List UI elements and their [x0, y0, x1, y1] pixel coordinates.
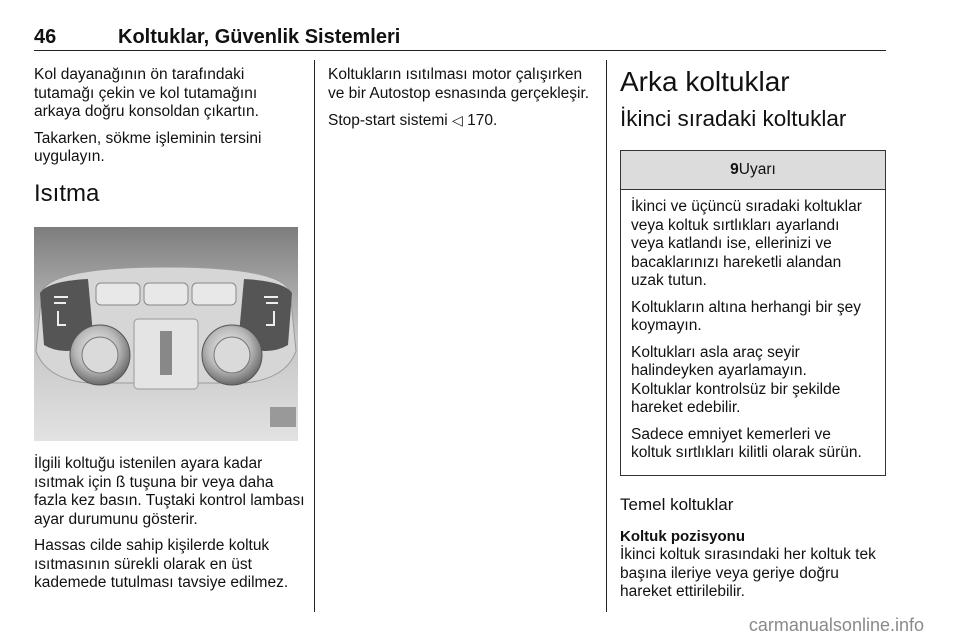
- warning-symbol: 9: [730, 161, 739, 178]
- warning-text: Koltuklar kontrolsüz bir şekilde hareket edebilir.: [631, 380, 841, 416]
- subsection-heading: Temel koltuklar: [620, 494, 734, 514]
- paragraph: İkinci koltuk sırasındaki her koltuk tek başına ileriye veya geriye doğru hareket ettirilebilir.: [620, 546, 876, 600]
- section-heading: Isıtma: [34, 179, 100, 207]
- paragraph: Kol dayanağının ön tarafındaki tutamağı çekin ve kol tutamağını arkaya doğru konsoldan çıkartın.: [34, 66, 259, 120]
- right-column: [620, 66, 886, 610]
- page-reference[interactable]: 170.: [467, 112, 498, 129]
- page-reference-icon: ◁: [452, 112, 463, 128]
- seat-heat-icon: ß: [115, 473, 126, 491]
- paragraph: Stop-start sistemi ◁ 170.: [328, 112, 498, 129]
- paragraph: Hassas cilde sahip kişilerde koltuk ısıtmasının sürekli olarak en üst kademede tutulması tavsiye edilmez.: [34, 537, 289, 591]
- page-header: [34, 26, 886, 51]
- chapter-title: Koltuklar, Güvenlik Sistemleri: [118, 26, 401, 48]
- paragraph: Koltukların ısıtılması motor çalışırken ve bir Autostop esnasında gerçekleşir.: [328, 66, 590, 102]
- left-column: [34, 66, 306, 601]
- climate-control-photo: [34, 227, 298, 441]
- middle-column: [328, 66, 600, 139]
- page-number: 46: [34, 26, 57, 48]
- warning-body: [621, 190, 885, 475]
- watermark: carmanualsonline.info: [748, 615, 924, 635]
- warning-text: Koltukları asla araç seyir halindeyken ayarlamayın.: [631, 343, 807, 379]
- paragraph: İlgili koltuğu istenilen ayara kadar ısıtmak için ß tuşuna bir veya daha fazla kez basın. Tuştaki kontrol lambası ayar durumunu gösterir.: [34, 455, 305, 528]
- warning-label: Uyarı: [738, 161, 776, 178]
- subsection-title: İkinci sıradaki koltuklar: [620, 106, 847, 131]
- paragraph: Takarken, sökme işleminin tersini uygulayın.: [34, 129, 262, 165]
- warning-box: [620, 150, 886, 476]
- warning-text: Koltukların altına herhangi bir şey koymayın.: [631, 298, 862, 334]
- paragraph-heading: Koltuk pozisyonu: [620, 528, 745, 545]
- column-divider: [314, 60, 315, 612]
- column-divider: [606, 60, 607, 612]
- warning-text: Sadece emniyet kemerleri ve koltuk sırtlıkları kilitli olarak sürün.: [631, 425, 862, 461]
- warning-header: [621, 151, 885, 190]
- section-title: Arka koltuklar: [620, 66, 790, 97]
- warning-text: İkinci ve üçüncü sıradaki koltuklar veya koltuk sırtlıkları ayarlandı veya katlandı ise, ellerinizi ve bacaklarınızı hareketli alandan uzak tutun.: [631, 198, 862, 289]
